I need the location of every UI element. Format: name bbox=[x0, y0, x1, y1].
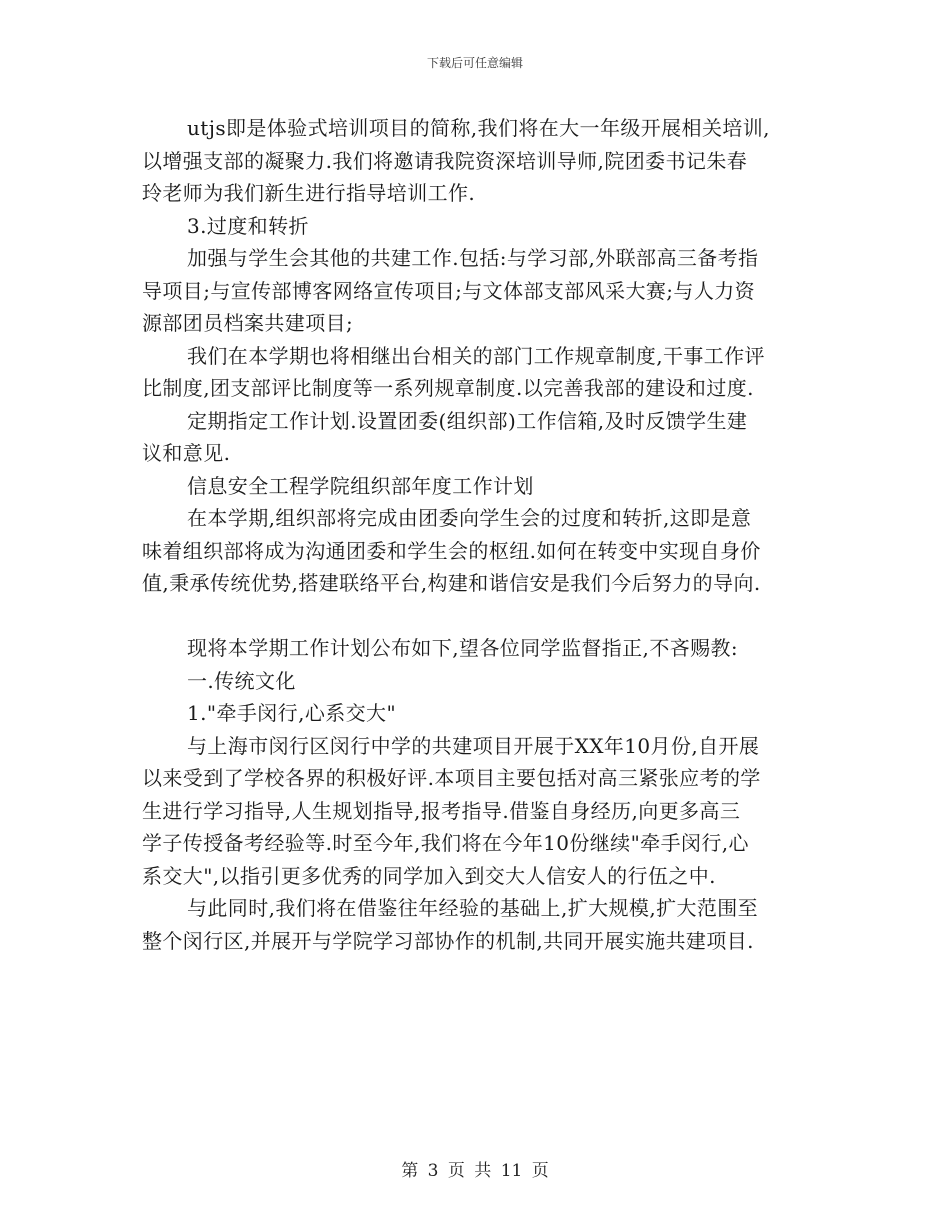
paragraph-line: 议和意见. bbox=[142, 441, 231, 465]
section-heading: 一.传统文化 bbox=[187, 668, 296, 693]
paragraph-line: utjs即是体验式培训项目的简称,我们将在大一年级开展相关培训, bbox=[187, 116, 770, 140]
section-heading: 3.过度和转折 bbox=[187, 213, 309, 238]
header-note: 下载后可任意编辑 bbox=[426, 56, 523, 70]
paragraph-line: 整个闵行区,并展开与学院学习部协作的机制,共同开展实施共建项目. bbox=[142, 928, 754, 953]
paragraph-line: 加强与学生会其他的共建工作.包括:与学习部,外联部高三备考指 bbox=[187, 246, 759, 270]
blank-line bbox=[142, 600, 842, 633]
paragraph-line: 比制度,团支部评比制度等一系列规章制度.以完善我部的建设和过度. bbox=[142, 376, 754, 400]
paragraph-line: 在本学期,组织部将完成由团委向学生会的过度和转折,这即是意 bbox=[187, 506, 752, 530]
paragraph-line: 与此同时,我们将在借鉴往年经验的基础上,扩大规模,扩大范围至 bbox=[187, 896, 759, 920]
paragraph-line: 学子传授备考经验等.时至今年,我们将在今年10份继续"牵手闵行,心 bbox=[142, 831, 749, 855]
paragraph-line: 系交大",以指引更多优秀的同学加入到交大人信安人的行伍之中. bbox=[142, 863, 716, 888]
paragraph-line: 导项目;与宣传部博客网络宣传项目;与文体部支部风采大赛;与人力资 bbox=[142, 278, 756, 303]
paragraph-line: 味着组织部将成为沟通团委和学生会的枢纽.如何在转变中实现自身价 bbox=[142, 538, 761, 563]
paragraph-line: 与上海市闵行区闵行中学的共建项目开展于XX年10月份,自开展 bbox=[187, 733, 760, 758]
document-subtitle: 信息安全工程学院组织部年度工作计划 bbox=[187, 473, 534, 498]
paragraph-line: 生进行学习指导,人生规划指导,报考指导.借鉴自身经历,向更多高三 bbox=[142, 798, 741, 823]
page-number: 第 3 页 共 11 页 bbox=[401, 1161, 549, 1181]
paragraph-line: 定期指定工作计划.设置团委(组织部)工作信箱,及时反馈学生建 bbox=[187, 408, 748, 433]
paragraph-line: 现将本学期工作计划公布如下,望各位同学监督指正,不吝赐教: bbox=[187, 636, 739, 660]
section-heading: 1."牵手闵行,心系交大" bbox=[187, 701, 397, 725]
paragraph-line: 以增强支部的凝聚力.我们将邀请我院资深培训导师,院团委书记朱春 bbox=[142, 148, 748, 173]
paragraph-line: 以来受到了学校各界的积极好评.本项目主要包括对高三紧张应考的学 bbox=[142, 766, 761, 790]
paragraph-line: 我们在本学期也将相继出台相关的部门工作规章制度,干事工作评 bbox=[187, 343, 765, 368]
document-body bbox=[142, 112, 842, 957]
paragraph-line: 值,秉承传统优势,搭建联络平台,构建和谐信安是我们今后努力的导向. bbox=[142, 571, 761, 595]
paragraph-line: 源部团员档案共建项目; bbox=[142, 311, 354, 335]
paragraph-line: 玲老师为我们新生进行指导培训工作. bbox=[142, 181, 476, 205]
